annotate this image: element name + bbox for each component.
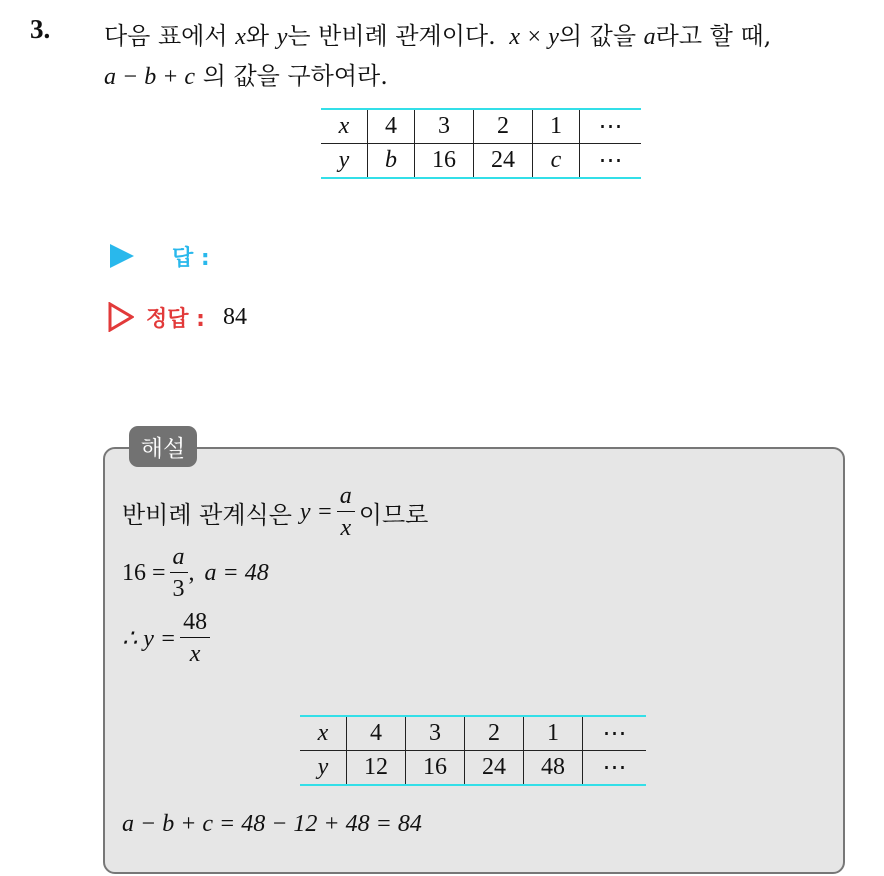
- table-cell: ⋯: [583, 751, 647, 786]
- table-cell: 1: [524, 716, 583, 751]
- solution-table: [300, 715, 646, 786]
- table-cell: ⋯: [580, 144, 642, 179]
- expr-xy: x × y: [509, 24, 559, 50]
- table-row: [321, 144, 641, 179]
- fraction: [337, 484, 355, 540]
- table-row: [300, 716, 646, 751]
- question-text: 의 값을 구하여라.: [202, 62, 388, 90]
- table-cell: 2: [465, 716, 524, 751]
- expr-abc: a − b + c: [104, 64, 196, 90]
- outline-triangle-icon: [108, 302, 134, 332]
- table-cell: 12: [347, 751, 406, 786]
- var-x: x: [235, 24, 246, 50]
- correct-answer-value: 84: [222, 303, 247, 330]
- table-cell: 3: [415, 109, 474, 144]
- fraction: [170, 545, 188, 601]
- fraction-denominator: x: [340, 515, 352, 541]
- answer-label: 답 :: [172, 245, 210, 271]
- answer-row: [110, 240, 210, 272]
- table-cell: 4: [368, 109, 415, 144]
- fraction-denominator: x: [189, 641, 201, 667]
- correct-answer-label: 정답 :: [146, 306, 205, 332]
- table-cell: 24: [474, 144, 533, 179]
- table-cell: 48: [524, 751, 583, 786]
- solution-line-4: [122, 811, 422, 838]
- table-cell: x: [300, 716, 347, 751]
- table-cell: b: [368, 144, 415, 179]
- final-equation: a − b + c = 48 − 12 + 48 = 84: [122, 811, 422, 837]
- table-cell: 2: [474, 109, 533, 144]
- solution-tag: 해설: [129, 426, 197, 467]
- comma: ,: [188, 559, 195, 586]
- table-cell: c: [533, 144, 580, 179]
- table-cell: 1: [533, 109, 580, 144]
- question-text: 다음 표에서: [104, 22, 228, 50]
- question-text: 는 반비례 관계이다.: [287, 22, 496, 50]
- question-text: 라고 할 때,: [655, 22, 772, 50]
- question-table: [321, 108, 641, 179]
- table-cell: 3: [406, 716, 465, 751]
- fraction-numerator: a: [337, 484, 355, 512]
- table-cell: ⋯: [580, 109, 642, 144]
- question-text: 와: [245, 22, 270, 50]
- solution-line-2: [122, 545, 269, 601]
- solution-line-1: [122, 484, 428, 540]
- var-a: a: [643, 24, 656, 50]
- question-line-2: [104, 56, 388, 91]
- solution-line-3: [122, 610, 214, 666]
- fraction-numerator: 48: [180, 610, 210, 638]
- question-text: 의 값을: [558, 22, 637, 50]
- table-cell: y: [317, 754, 329, 780]
- correct-answer-row: [108, 300, 247, 334]
- equation-lhs: ∴ y =: [122, 625, 177, 652]
- solution-text: 이므로: [358, 500, 429, 529]
- solution-text: 반비례 관계식은: [122, 500, 292, 529]
- table-cell: 16: [415, 144, 474, 179]
- table-cell: y: [338, 147, 350, 173]
- table-row: [321, 109, 641, 144]
- equation-rest: a = 48: [204, 559, 269, 586]
- question-number: 3.: [30, 14, 51, 44]
- var-y: y: [276, 24, 288, 50]
- play-triangle-icon: [110, 244, 134, 268]
- fraction-numerator: a: [170, 545, 188, 573]
- question-line-1: [104, 16, 771, 51]
- table-cell: 4: [347, 716, 406, 751]
- table-cell: x: [321, 109, 368, 144]
- table-cell: 16: [406, 751, 465, 786]
- table-cell: ⋯: [583, 716, 647, 751]
- fraction: [180, 610, 210, 666]
- table-row: [300, 751, 646, 786]
- table-cell: 24: [465, 751, 524, 786]
- fraction-denominator: 3: [172, 576, 185, 602]
- equation-lhs: y =: [299, 498, 333, 525]
- equation-lhs: 16 =: [122, 559, 166, 586]
